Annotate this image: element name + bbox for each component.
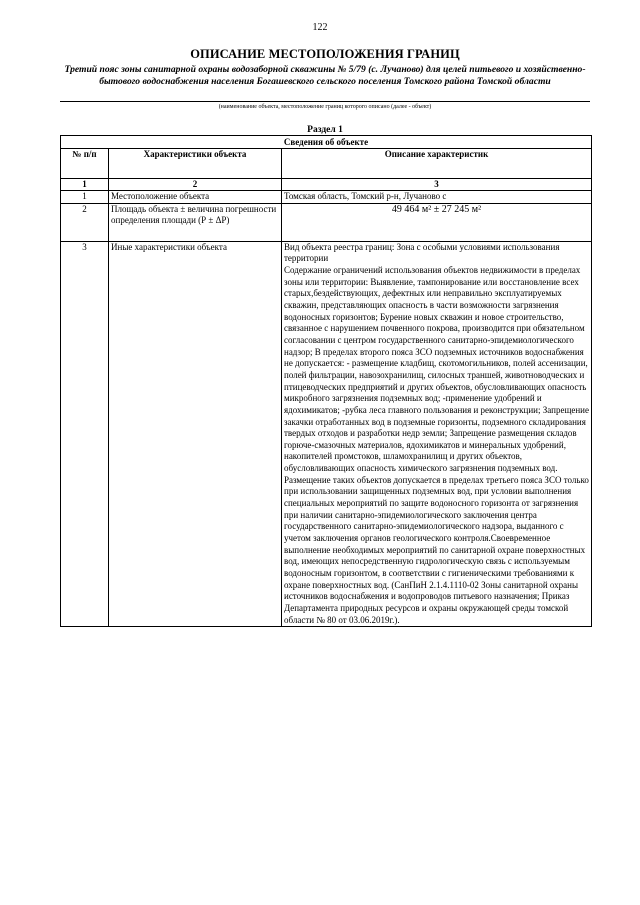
title-caption: (наименование объекта, местоположение границ которого описано (далее - объект)	[218, 104, 432, 110]
row-description: 49 464 м² ± 27 245 м²	[282, 203, 592, 241]
description-paragraph: Содержание ограничений использования объектов недвижимости в пределах зоны или территории: Выявление, тампонирование или восстановление всех старых,бездействующих, дефектных или неправильно эксплуатируемых скважин, представляющих опасность в части возможности загрязнения водоносных горизонтов; Бурение новых скважин и новое строительство, связанное с нарушением почвенного покрова, производится при обязательном согласовании с центром государственного санитарно-эпидемиологического надзор; В пределах второго пояса ЗСО подземных источников водоснабжения не допускается: - размещение кладбищ, скотомогильников, полей ассенизации, полей фильтрации, навозохранилищ, силосных траншей, животноводческих и птицеводческих предприятий и других объектов, обусловливающих опасность микробного загрязнения подземных вод; -применение удобрений и ядохимикатов; -рубка леса главного пользования и реконструкции; Запрещение закачки отработанных вод в подземные горизонты, подземного складирования твердых отходов и разработки недр земли; Запрещение размещения складов горюче-смазочных материалов, ядохимикатов и минеральных удобрений, накопителей промстоков, шламохранилищ и других объектов, обусловливающих опасность химического загрязнения подземных вод. Размещение таких объектов допускается в пределах третьего пояса ЗСО только при использовании защищенных подземных вод, при условии выполнения специальных мероприятий по защите водоносного горизонта от загрязнения при наличии санитарно-эпидемиологического заключения центра государственного санитарно-эпидемиологического надзора, выданного с учетом заключения органов геологического контроля.Своевременное выполнение необходимых мероприятий по санитарной охране поверхностных вод, имеющих непосредственную гидрологическую связь с используемым водоносным горизонтом, в соответствии с гигиеническими требованиями к охране поверхностных вод. (СанПиН 2.1.4.1110-02 Зоны санитарной охраны источников водоснабжения и водопроводов питьевого назначения; Приказ Департамента природных ресурсов и охраны окружающей среды томской области № 80 от 03.06.2019г.).	[284, 264, 589, 625]
column-number-1: 1	[61, 179, 109, 191]
column-header-characteristic: Характеристики объекта	[109, 149, 282, 179]
table-row	[61, 203, 592, 241]
row-description	[282, 241, 592, 627]
row-number: 1	[61, 191, 109, 204]
row-number: 2	[61, 203, 109, 241]
description-paragraph: Вид объекта реестра границ: Зона с особыми условиями использования территории	[284, 241, 560, 264]
table-row	[61, 241, 592, 627]
row-number: 3	[61, 241, 109, 627]
document-title: ОПИСАНИЕ МЕСТОПОЛОЖЕНИЯ ГРАНИЦ	[190, 47, 460, 61]
table-header-row	[61, 149, 592, 179]
table-row	[61, 191, 592, 204]
row-characteristic: Иные характеристики объекта	[109, 241, 282, 627]
row-characteristic: Площадь объекта ± величина погрешности определения площади (Р ± ΔР)	[109, 203, 282, 241]
column-header-num: № п/п	[61, 149, 109, 179]
document-subtitle: Третий пояс зоны санитарной охраны водозаборной скважины № 5/79 (с. Лучаново) для целей питьевого и хозяйственно-бытового водоснабжения населения Богашевского сельского поселения Томского района Томской области	[64, 64, 586, 87]
table-section-row	[61, 136, 592, 149]
table-section-header: Сведения об объекте	[61, 136, 592, 149]
object-info-table	[60, 135, 592, 627]
section-title: Раздел 1	[307, 125, 343, 135]
column-number-row	[61, 179, 592, 191]
page-number: 122	[312, 22, 328, 33]
column-number-2: 2	[109, 179, 282, 191]
row-characteristic: Местоположение объекта	[109, 191, 282, 204]
column-number-3: 3	[282, 179, 592, 191]
row-description: Томская область, Томский р-н, Лучаново с	[282, 191, 592, 204]
column-header-description: Описание характеристик	[282, 149, 592, 179]
title-underline	[60, 101, 590, 102]
